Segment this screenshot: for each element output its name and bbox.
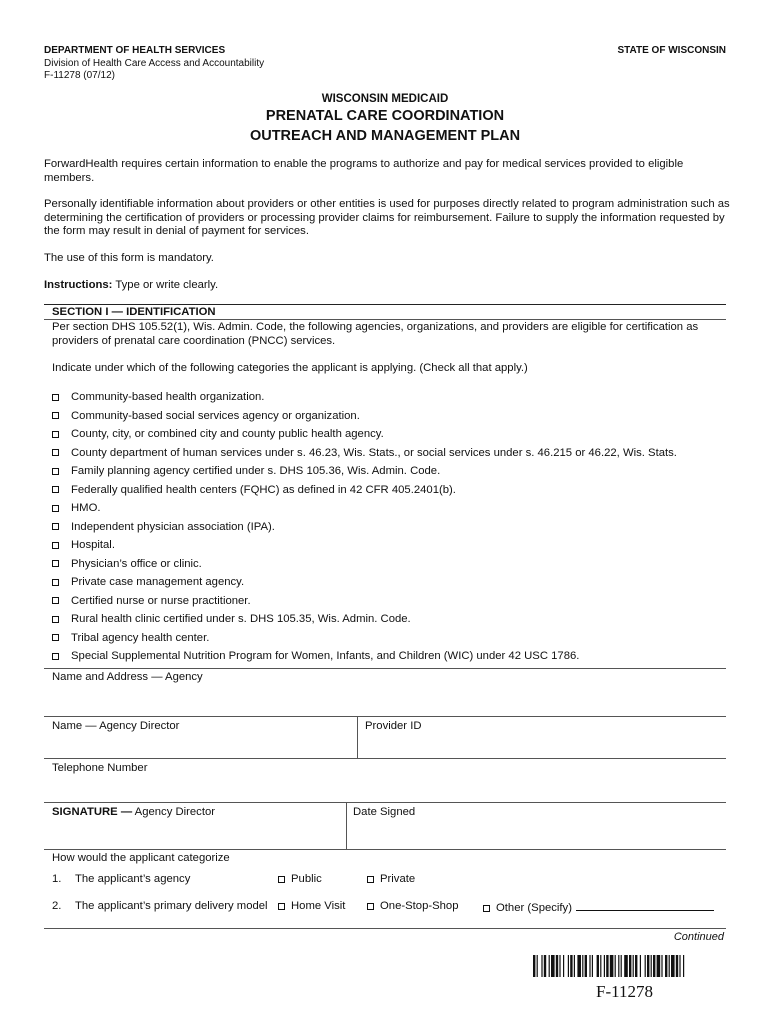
q2-number: 2. xyxy=(52,900,62,912)
instructions xyxy=(44,279,734,293)
category-label: Community-based social services agency or organization. xyxy=(71,409,360,422)
category-label: Tribal agency health center. xyxy=(71,631,210,644)
category-option[interactable] xyxy=(52,499,677,518)
category-option[interactable] xyxy=(52,388,677,407)
q1-number: 1. xyxy=(52,873,62,885)
checkbox-icon[interactable] xyxy=(52,560,59,567)
category-option[interactable] xyxy=(52,481,677,500)
checkbox-icon[interactable] xyxy=(278,876,285,883)
category-label: County department of human services under s. 46.23, Wis. Stats., or social services under s. 46.215 or 46.22, Wis. Stats. xyxy=(71,446,677,459)
category-label: Certified nurse or nurse practitioner. xyxy=(71,594,251,607)
director-name-field[interactable] xyxy=(44,734,356,758)
category-option[interactable] xyxy=(52,444,677,463)
category-option[interactable] xyxy=(52,647,677,666)
category-option[interactable] xyxy=(52,610,677,629)
q1-private-option[interactable] xyxy=(367,873,415,885)
signature-bold: SIGNATURE — xyxy=(52,806,133,818)
q1-private-label: Private xyxy=(380,873,416,885)
category-option[interactable] xyxy=(52,518,677,537)
department-name: DEPARTMENT OF HEALTH SERVICES xyxy=(44,45,226,56)
q2-one-stop-shop-option[interactable] xyxy=(367,900,459,912)
category-label: Community-based health organization. xyxy=(71,391,265,404)
field-rule xyxy=(44,928,726,929)
title-program: WISCONSIN MEDICAID xyxy=(321,93,449,105)
date-signed-field[interactable] xyxy=(347,820,726,849)
category-option[interactable] xyxy=(52,573,677,592)
checkbox-icon[interactable] xyxy=(483,905,490,912)
category-label: Federally qualified health centers (FQHC) as defined in 42 CFR 405.2401(b). xyxy=(71,483,456,496)
category-label: Rural health clinic certified under s. DHS 105.35, Wis. Admin. Code. xyxy=(71,613,411,626)
state-name: STATE OF WISCONSIN xyxy=(617,45,726,56)
category-option[interactable] xyxy=(52,592,677,611)
q1-public-option[interactable] xyxy=(278,873,322,885)
checkbox-icon[interactable] xyxy=(52,449,59,456)
telephone-label: Telephone Number xyxy=(52,762,148,774)
category-label: Independent physician association (IPA). xyxy=(71,520,275,533)
q2-other-label: Other (Specify) xyxy=(496,902,572,914)
q2-other-option[interactable] xyxy=(483,900,714,914)
categorize-prompt: How would the applicant categorize xyxy=(52,852,230,864)
category-label: Private case management agency. xyxy=(71,576,245,589)
checkbox-icon[interactable] xyxy=(52,579,59,586)
field-rule xyxy=(44,758,726,759)
checkbox-icon[interactable] xyxy=(367,876,374,883)
signature-field[interactable] xyxy=(44,820,345,849)
signature-rest: Agency Director xyxy=(132,806,216,818)
checkbox-icon[interactable] xyxy=(278,903,285,910)
q2-home-visit-option[interactable] xyxy=(278,900,345,912)
director-name-label: Name — Agency Director xyxy=(52,720,180,732)
checkbox-icon[interactable] xyxy=(52,542,59,549)
q1-text: The applicant’s agency xyxy=(75,873,191,885)
checkbox-icon[interactable] xyxy=(52,468,59,475)
q2-text: The applicant’s primary delivery model xyxy=(75,900,268,912)
checkbox-icon[interactable] xyxy=(52,394,59,401)
field-rule xyxy=(44,668,726,669)
division-name: Division of Health Care Access and Accountability xyxy=(44,57,265,69)
section-divider xyxy=(44,304,726,305)
intro-paragraph-2: Personally identifiable information about providers or other entities is used for purposes directly related to program administration such as determining the certification of providers or processing provider claims for reimbursement. Failure to supply the information requested by the form may result in denial of payment for services. xyxy=(44,198,730,237)
category-option[interactable] xyxy=(52,462,677,481)
agency-header xyxy=(44,45,264,83)
category-label: Family planning agency certified under s. DHS 105.36, Wis. Admin. Code. xyxy=(71,465,441,478)
provider-id-label: Provider ID xyxy=(365,720,422,732)
field-rule xyxy=(44,802,726,803)
signature-label xyxy=(52,806,215,818)
other-specify-field[interactable] xyxy=(576,900,714,911)
checkbox-icon[interactable] xyxy=(52,616,59,623)
category-option[interactable] xyxy=(52,629,677,648)
checkbox-icon[interactable] xyxy=(52,597,59,604)
q2-one-stop-shop-label: One-Stop-Shop xyxy=(380,900,459,912)
section-title-rule xyxy=(44,319,726,320)
instructions-label: Instructions: xyxy=(44,279,113,291)
telephone-field[interactable] xyxy=(44,776,726,802)
intro-paragraph-3: The use of this form is mandatory. xyxy=(44,252,214,264)
checkbox-icon[interactable] xyxy=(52,653,59,660)
title-main: PRENATAL CARE COORDINATION xyxy=(265,108,505,124)
checkbox-icon[interactable] xyxy=(367,903,374,910)
field-rule xyxy=(44,849,726,850)
checkbox-icon[interactable] xyxy=(52,486,59,493)
field-rule xyxy=(44,716,726,717)
category-option[interactable] xyxy=(52,425,677,444)
form-id: F-11278 (07/12) xyxy=(44,70,115,81)
checkbox-icon[interactable] xyxy=(52,523,59,530)
continued-note: Continued xyxy=(673,931,724,943)
barcode-icon xyxy=(533,955,719,977)
checkbox-icon[interactable] xyxy=(52,412,59,419)
checkbox-icon[interactable] xyxy=(52,505,59,512)
category-option[interactable] xyxy=(52,536,677,555)
section-intro: Per section DHS 105.52(1), Wis. Admin. Code, the following agencies, organizations, and providers are eligible for certification as providers of prenatal care coordination (PNCC) services. xyxy=(52,321,699,347)
category-label: Physician’s office or clinic. xyxy=(71,557,202,570)
date-signed-label: Date Signed xyxy=(353,806,416,818)
checkbox-icon[interactable] xyxy=(52,431,59,438)
provider-id-field[interactable] xyxy=(358,734,726,758)
category-label: Special Supplemental Nutrition Program for Women, Infants, and Children (WIC) under 42 USC 1786. xyxy=(71,650,580,663)
category-checkbox-list xyxy=(52,388,677,666)
name-address-field[interactable] xyxy=(44,685,726,716)
q1-public-label: Public xyxy=(291,873,322,885)
q2-home-visit-label: Home Visit xyxy=(291,900,346,912)
category-label: HMO. xyxy=(71,502,101,515)
intro-paragraph-1: ForwardHealth requires certain information to enable the programs to authorize and pay for medical services provided to eligible members. xyxy=(44,158,684,184)
title-sub: OUTREACH AND MANAGEMENT PLAN xyxy=(249,128,521,144)
section-title: SECTION I — IDENTIFICATION xyxy=(52,306,216,318)
name-address-label: Name and Address — Agency xyxy=(52,671,203,683)
form-number: F-11278 xyxy=(596,982,653,1001)
category-label: County, city, or combined city and county public health agency. xyxy=(71,428,384,441)
checkbox-icon[interactable] xyxy=(52,634,59,641)
category-option[interactable] xyxy=(52,555,677,574)
form-title xyxy=(0,93,770,145)
category-option[interactable] xyxy=(52,407,677,426)
section-indicate: Indicate under which of the following categories the applicant is applying. (Check all that apply.) xyxy=(52,362,528,374)
instructions-text: Type or write clearly. xyxy=(112,279,219,291)
category-label: Hospital. xyxy=(71,539,115,552)
